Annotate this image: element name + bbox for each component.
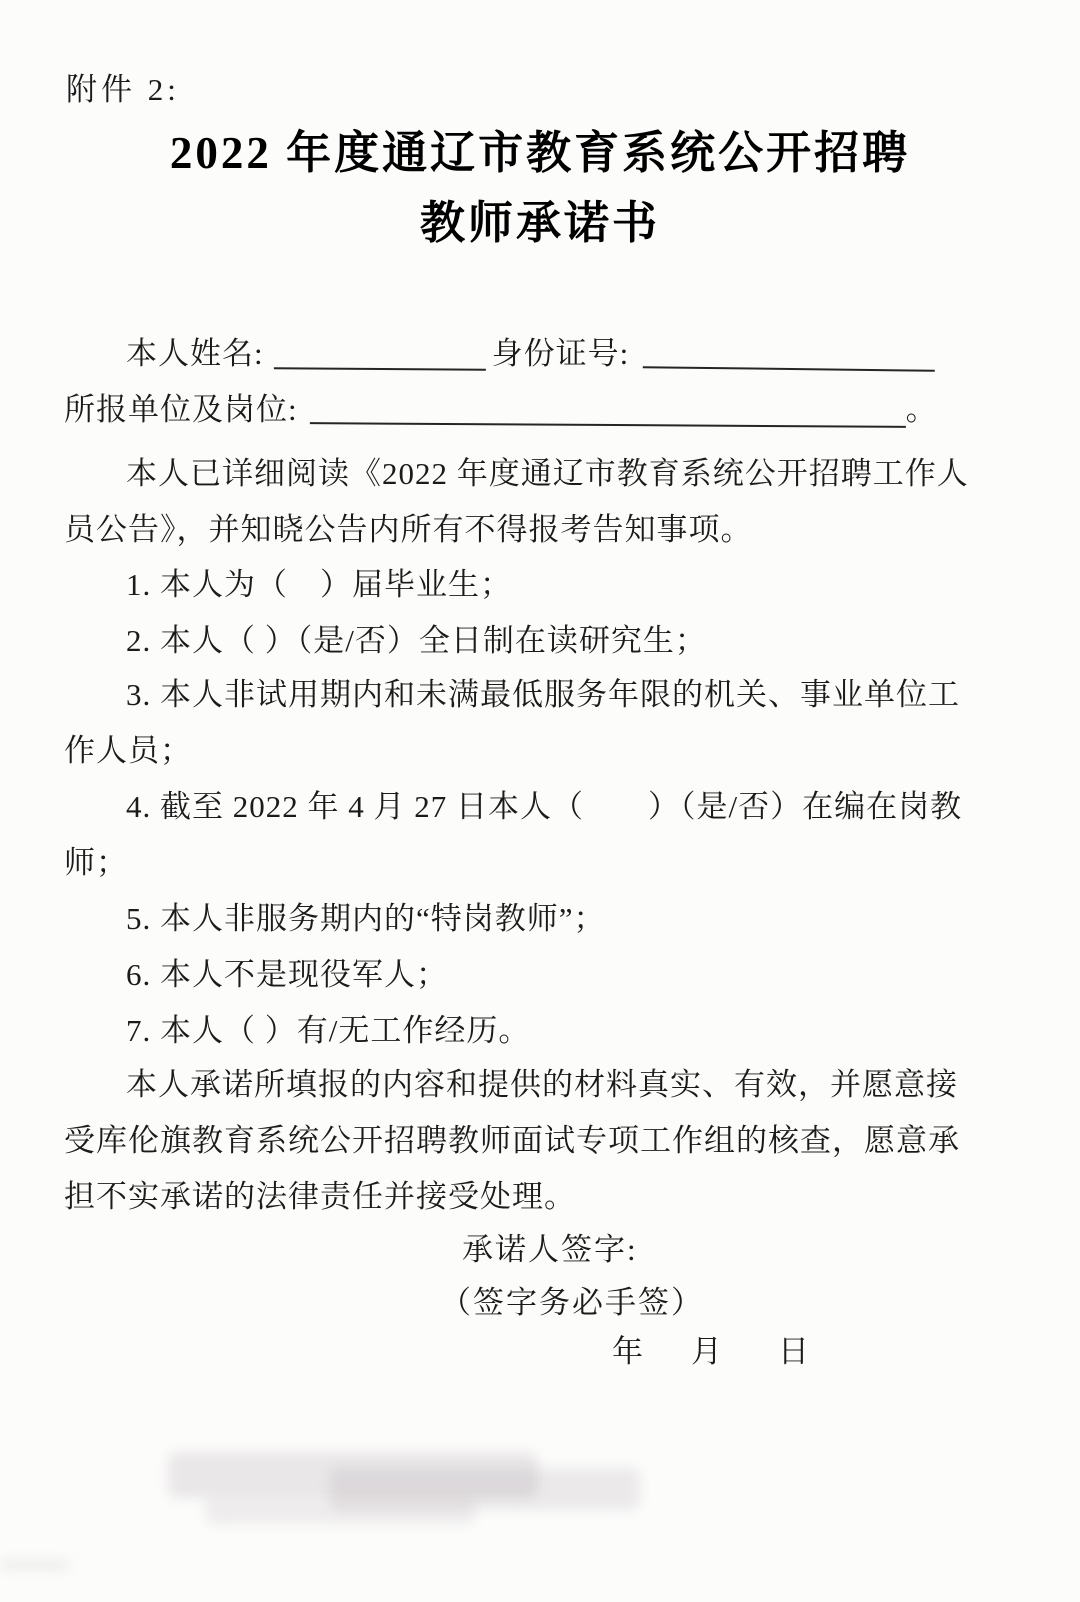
id-blank-line — [643, 330, 935, 372]
unit-line — [64, 382, 980, 438]
date-line — [612, 1326, 811, 1371]
signature-note: （签字务必手签） — [440, 1285, 704, 1320]
name-label: 本人姓名: — [126, 336, 264, 371]
pledge-paragraph: 本人承诺所填报的内容和提供的材料真实、有效，并愿意接受库伦旗教育系统公开招聘教师面试专项工作组的核查，愿意承担不实承诺的法律责任并接受处理。 — [64, 1067, 960, 1214]
date-month-label: 月 — [691, 1334, 724, 1369]
date-day-label: 日 — [778, 1334, 811, 1369]
unit-label: 所报单位及岗位: — [64, 392, 298, 427]
document-title — [0, 118, 1080, 258]
intro-paragraph: 本人已详细阅读《2022 年度通辽市教育系统公开招聘工作人员公告》，并知晓公告内所有不得报考告知事项。 — [64, 456, 969, 547]
list-item-2: 2. 本人（ ）（是/否）全日制在读研究生； — [126, 623, 707, 658]
list-item-4: 4. 截至 2022 年 4 月 27 日本人（ ）（是/否）在编在岗教师； — [64, 789, 963, 880]
list-item-1: 1. 本人为（ ）届毕业生； — [126, 567, 512, 602]
list-item-3: 3. 本人非试用期内和未满最低服务年限的机关、事业单位工作人员； — [64, 677, 960, 768]
signer-label: 承诺人签字: — [462, 1232, 638, 1267]
document-title-line1: 2022 年度通辽市教育系统公开招聘 — [169, 128, 911, 178]
unit-blank-line — [310, 386, 906, 428]
name-id-line — [64, 326, 980, 382]
list-item-6: 6. 本人不是现役军人； — [126, 957, 448, 992]
list-item-5: 5. 本人非服务期内的“特岗教师”； — [126, 901, 606, 936]
date-year-label: 年 — [612, 1334, 645, 1369]
id-label: 身份证号: — [491, 336, 630, 371]
attachment-label: 附件 2: — [66, 72, 180, 107]
scan-artifact — [0, 1560, 70, 1570]
document-title-line2: 教师承诺书 — [419, 198, 660, 248]
name-blank-line — [273, 331, 485, 370]
list-item-7: 7. 本人（ ）有/无工作经历。 — [126, 1013, 531, 1048]
bleed-through-smudge — [205, 1498, 475, 1524]
unit-line-period: 。 — [905, 392, 938, 427]
